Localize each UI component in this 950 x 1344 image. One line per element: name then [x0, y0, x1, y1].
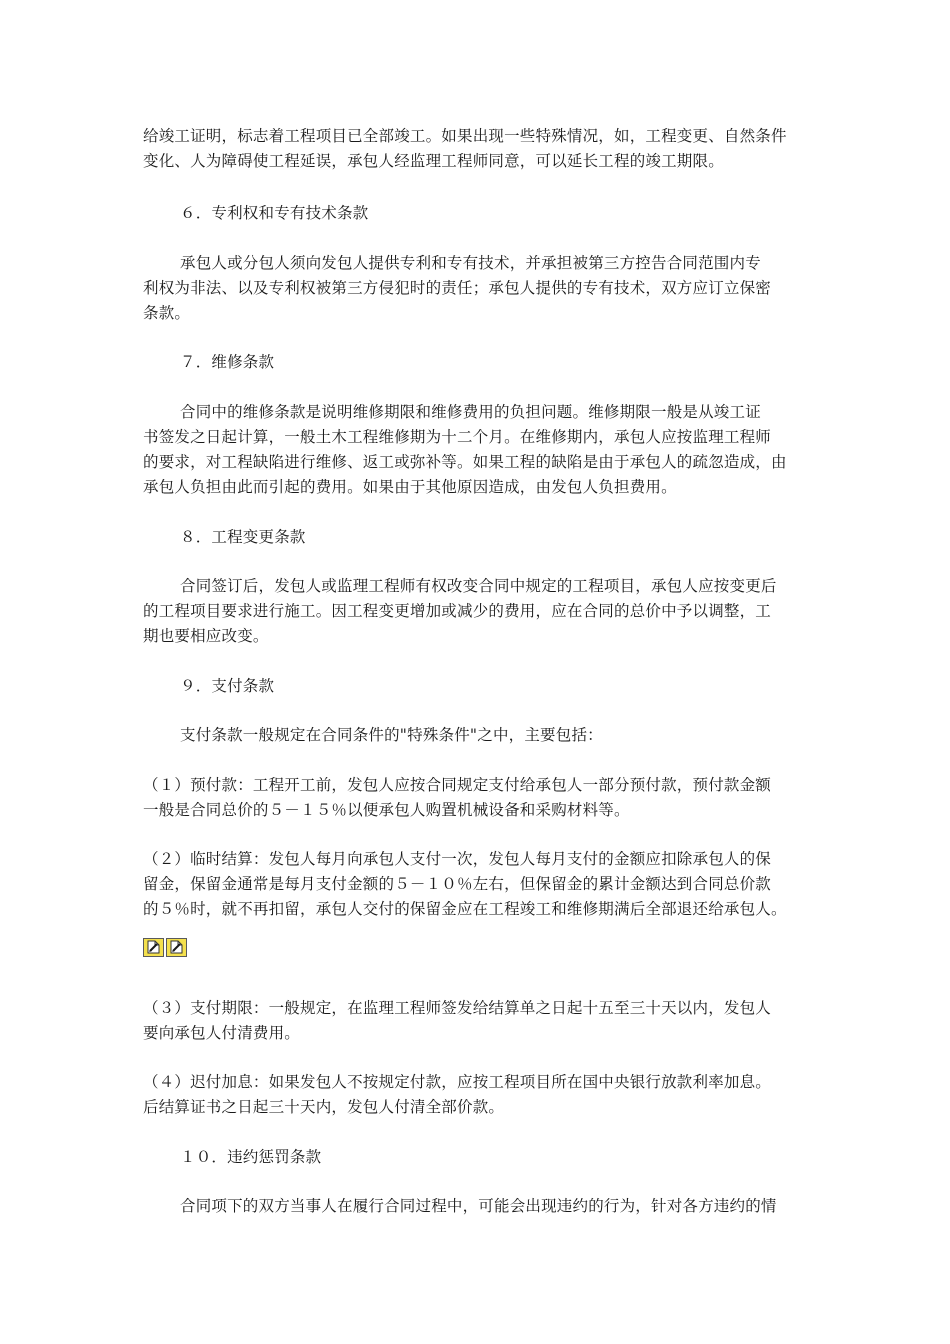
paragraph-line: （３）支付期限：一般规定，在监理工程师签发给结算单之日起十五至三十天以内，发包人 [143, 999, 772, 1017]
paragraph-line: 合同中的维修条款是说明维修期限和维修费用的负担问题。维修期限一般是从竣工证 [180, 403, 761, 421]
paragraph-line: 后结算证书之日起三十天内，发包人付清全部价款。 [143, 1098, 505, 1116]
section-heading: １０．违约惩罚条款 [180, 1148, 322, 1166]
paragraph-line: （４）迟付加息：如果发包人不按规定付款，应按工程项目所在国中央银行放款利率加息。 [143, 1073, 772, 1091]
paragraph-line: 条款。 [143, 304, 191, 322]
paragraph-line: 的要求，对工程缺陷进行维修、返工或弥补等。如果工程的缺陷是由于承包人的疏忽造成，由 [143, 453, 787, 471]
document-edit-icon [143, 938, 164, 957]
paragraph-line: 合同签订后，发包人或监理工程师有权改变合同中规定的工程项目，承包人应按变更后 [180, 577, 777, 595]
section-heading: ６．专利权和专有技术条款 [180, 204, 369, 222]
paragraph-line: 利权为非法、以及专利权被第三方侵犯时的责任；承包人提供的专有技术，双方应订立保密 [143, 279, 772, 297]
paragraph-line: 期也要相应改变。 [143, 627, 269, 645]
paragraph-line: 一般是合同总价的５－１５％以便承包人购置机械设备和采购材料等。 [143, 801, 630, 819]
paragraph-line: 留金，保留金通常是每月支付金额的５－１０％左右，但保留金的累计金额达到合同总价款 [143, 875, 772, 893]
paragraph-line: 变化、人为障碍使工程延误，承包人经监理工程师同意，可以延长工程的竣工期限。 [143, 152, 724, 170]
inline-icon-group [143, 938, 187, 957]
paragraph-line: 承包人负担由此而引起的费用。如果由于其他原因造成，由发包人负担费用。 [143, 478, 677, 496]
paragraph-line: 支付条款一般规定在合同条件的"特殊条件"之中，主要包括： [180, 726, 603, 744]
paragraph-line: 的５％时，就不再扣留，承包人交付的保留金应在工程竣工和维修期满后全部退还给承包人。 [143, 900, 787, 918]
paragraph-line: 的工程项目要求进行施工。因工程变更增加或减少的费用，应在合同的总价中予以调整，工 [143, 602, 772, 620]
document-edit-icon [166, 938, 187, 957]
section-heading: ７．维修条款 [180, 353, 275, 371]
section-heading: ８．工程变更条款 [180, 528, 306, 546]
paragraph-line: （２）临时结算：发包人每月向承包人支付一次，发包人每月支付的金额应扣除承包人的保 [143, 850, 772, 868]
paragraph-line: 合同项下的双方当事人在履行合同过程中，可能会出现违约的行为，针对各方违约的情 [180, 1197, 777, 1215]
paragraph-line: 书签发之日起计算，一般土木工程维修期为十二个月。在维修期内，承包人应按监理工程师 [143, 428, 772, 446]
section-heading: ９．支付条款 [180, 677, 275, 695]
paragraph-line: 承包人或分包人须向发包人提供专利和专有技术，并承担被第三方控告合同范围内专 [180, 254, 761, 272]
paragraph-line: （１）预付款：工程开工前，发包人应按合同规定支付给承包人一部分预付款，预付款金额 [143, 776, 772, 794]
paragraph-line: 给竣工证明，标志着工程项目已全部竣工。如果出现一些特殊情况，如，工程变更、自然条件 [143, 127, 787, 145]
paragraph-line: 要向承包人付清费用。 [143, 1024, 301, 1042]
